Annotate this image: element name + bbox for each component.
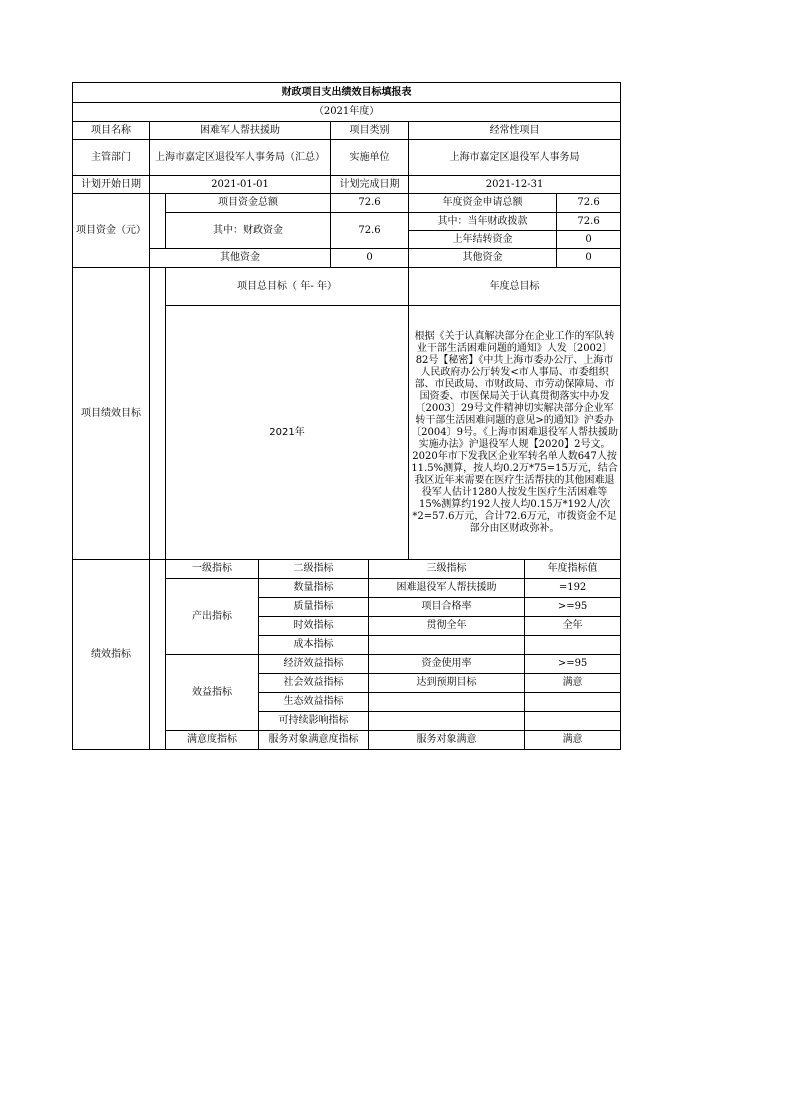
indicator-value: 满意 — [525, 674, 621, 693]
unit-value: 上海市嘉定区退役军人事务局 — [409, 140, 621, 176]
indicator-value: =192 — [525, 579, 621, 598]
funds-fiscal-value: 72.6 — [331, 213, 409, 249]
indicator-level2: 时效指标 — [259, 617, 369, 636]
indicator-value: >=95 — [525, 655, 621, 674]
annual-goal-description: 根据《关于认真解决部分在企业工作的军队转业干部生活困难问题的通知》人发〔2002〕82号【秘密】《中共上海市委办公厅、上海市人民政府办公厅转发<市人事局、市委组织部、市民政局、市财政局、市劳动保障局、市国资委、市医保局关于认真贯彻落实中办发〔2003〕29号文件精神切实解决部分企业军转干部生活困难问题的意见>的通知》沪委办〔2004〕9号。《上海市困难退役军人帮扶援助实施办法》沪退役军人规【2020】2号文。2020年市下发我区企业军转名单人数647人按11.5%测算，按人均0.2万*75=15万元，结合我区近年来需要在医疗生活帮扶的其他困难退役军人估计1280人按发生医疗生活困难等15%测算约192人按人均0.15万*192人/次*2=57.6万元，合计72.6万元，市拨资金不足部分由区财政弥补。 — [409, 306, 621, 560]
indicator-value: >=95 — [525, 598, 621, 617]
funds-other2-label: 其他资金 — [409, 249, 557, 268]
indicator-level3: 困难退役军人帮扶援助 — [369, 579, 525, 598]
overall-goal-header: 项目总目标（ 年- 年） — [166, 268, 409, 306]
funds-carryover-value: 0 — [557, 231, 621, 249]
indicator-level2: 经济效益指标 — [259, 655, 369, 674]
funds-current-label: 其中：当年财政拨款 — [409, 213, 557, 231]
funds-fiscal-label: 其中：财政资金 — [166, 213, 331, 249]
effect-indicator-label: 效益指标 — [166, 655, 259, 731]
form-title: 财政项目支出绩效目标填报表 — [73, 83, 621, 103]
indicator-level3: 贯彻全年 — [369, 617, 525, 636]
indicator-level3 — [369, 712, 525, 731]
dept-value: 上海市嘉定区退役军人事务局（汇总） — [150, 140, 331, 176]
indicators-label: 绩效指标 — [73, 560, 150, 750]
funds-other-value: 0 — [331, 249, 409, 268]
indicator-value: 全年 — [525, 617, 621, 636]
project-name-value: 困难军人帮扶援助 — [150, 122, 331, 140]
funds-indent — [150, 194, 166, 249]
indicator-level2: 服务对象满意度指标 — [259, 731, 369, 750]
funds-current-value: 72.6 — [557, 213, 621, 231]
indicator-level2: 可持续影响指标 — [259, 712, 369, 731]
performance-target-form — [72, 82, 621, 750]
indicator-level3: 资金使用率 — [369, 655, 525, 674]
overall-goal-value: 2021年 — [166, 306, 409, 560]
funds-label: 项目资金（元） — [73, 194, 150, 268]
year-label: （2021年度） — [73, 103, 621, 122]
indicator-level3 — [369, 693, 525, 712]
project-category-value: 经常性项目 — [409, 122, 621, 140]
unit-label: 实施单位 — [331, 140, 409, 176]
goals-indent — [150, 268, 166, 560]
header-level2: 二级指标 — [259, 560, 369, 579]
indicator-level3 — [369, 636, 525, 655]
start-date-value: 2021-01-01 — [150, 176, 331, 194]
satisfaction-indicator-label: 满意度指标 — [166, 731, 259, 750]
dept-label: 主管部门 — [73, 140, 150, 176]
goals-label: 项目绩效目标 — [73, 268, 150, 560]
indicator-level3: 达到预期目标 — [369, 674, 525, 693]
header-value: 年度指标值 — [525, 560, 621, 579]
indicators-indent — [150, 560, 166, 750]
funds-carryover-label: 上年结转资金 — [409, 231, 557, 249]
indicator-value — [525, 636, 621, 655]
indicator-level2: 数量指标 — [259, 579, 369, 598]
start-date-label: 计划开始日期 — [73, 176, 150, 194]
project-category-label: 项目类别 — [331, 122, 409, 140]
output-indicator-label: 产出指标 — [166, 579, 259, 655]
funds-annual-label: 年度资金申请总额 — [409, 194, 557, 213]
indicator-level3: 项目合格率 — [369, 598, 525, 617]
end-date-value: 2021-12-31 — [409, 176, 621, 194]
indicator-level2: 质量指标 — [259, 598, 369, 617]
indicator-level2: 成本指标 — [259, 636, 369, 655]
funds-total-label: 项目资金总额 — [166, 194, 331, 213]
funds-other-label: 其他资金 — [150, 249, 331, 268]
indicator-level3: 服务对象满意 — [369, 731, 525, 750]
header-level3: 三级指标 — [369, 560, 525, 579]
indicator-level2: 社会效益指标 — [259, 674, 369, 693]
indicator-value — [525, 693, 621, 712]
funds-total-value: 72.6 — [331, 194, 409, 213]
funds-other2-value: 0 — [557, 249, 621, 268]
annual-goal-header: 年度总目标 — [409, 268, 621, 306]
header-level1: 一级指标 — [166, 560, 259, 579]
indicator-level2: 生态效益指标 — [259, 693, 369, 712]
project-name-label: 项目名称 — [73, 122, 150, 140]
end-date-label: 计划完成日期 — [331, 176, 409, 194]
indicator-value — [525, 712, 621, 731]
funds-annual-value: 72.6 — [557, 194, 621, 213]
indicator-value: 满意 — [525, 731, 621, 750]
